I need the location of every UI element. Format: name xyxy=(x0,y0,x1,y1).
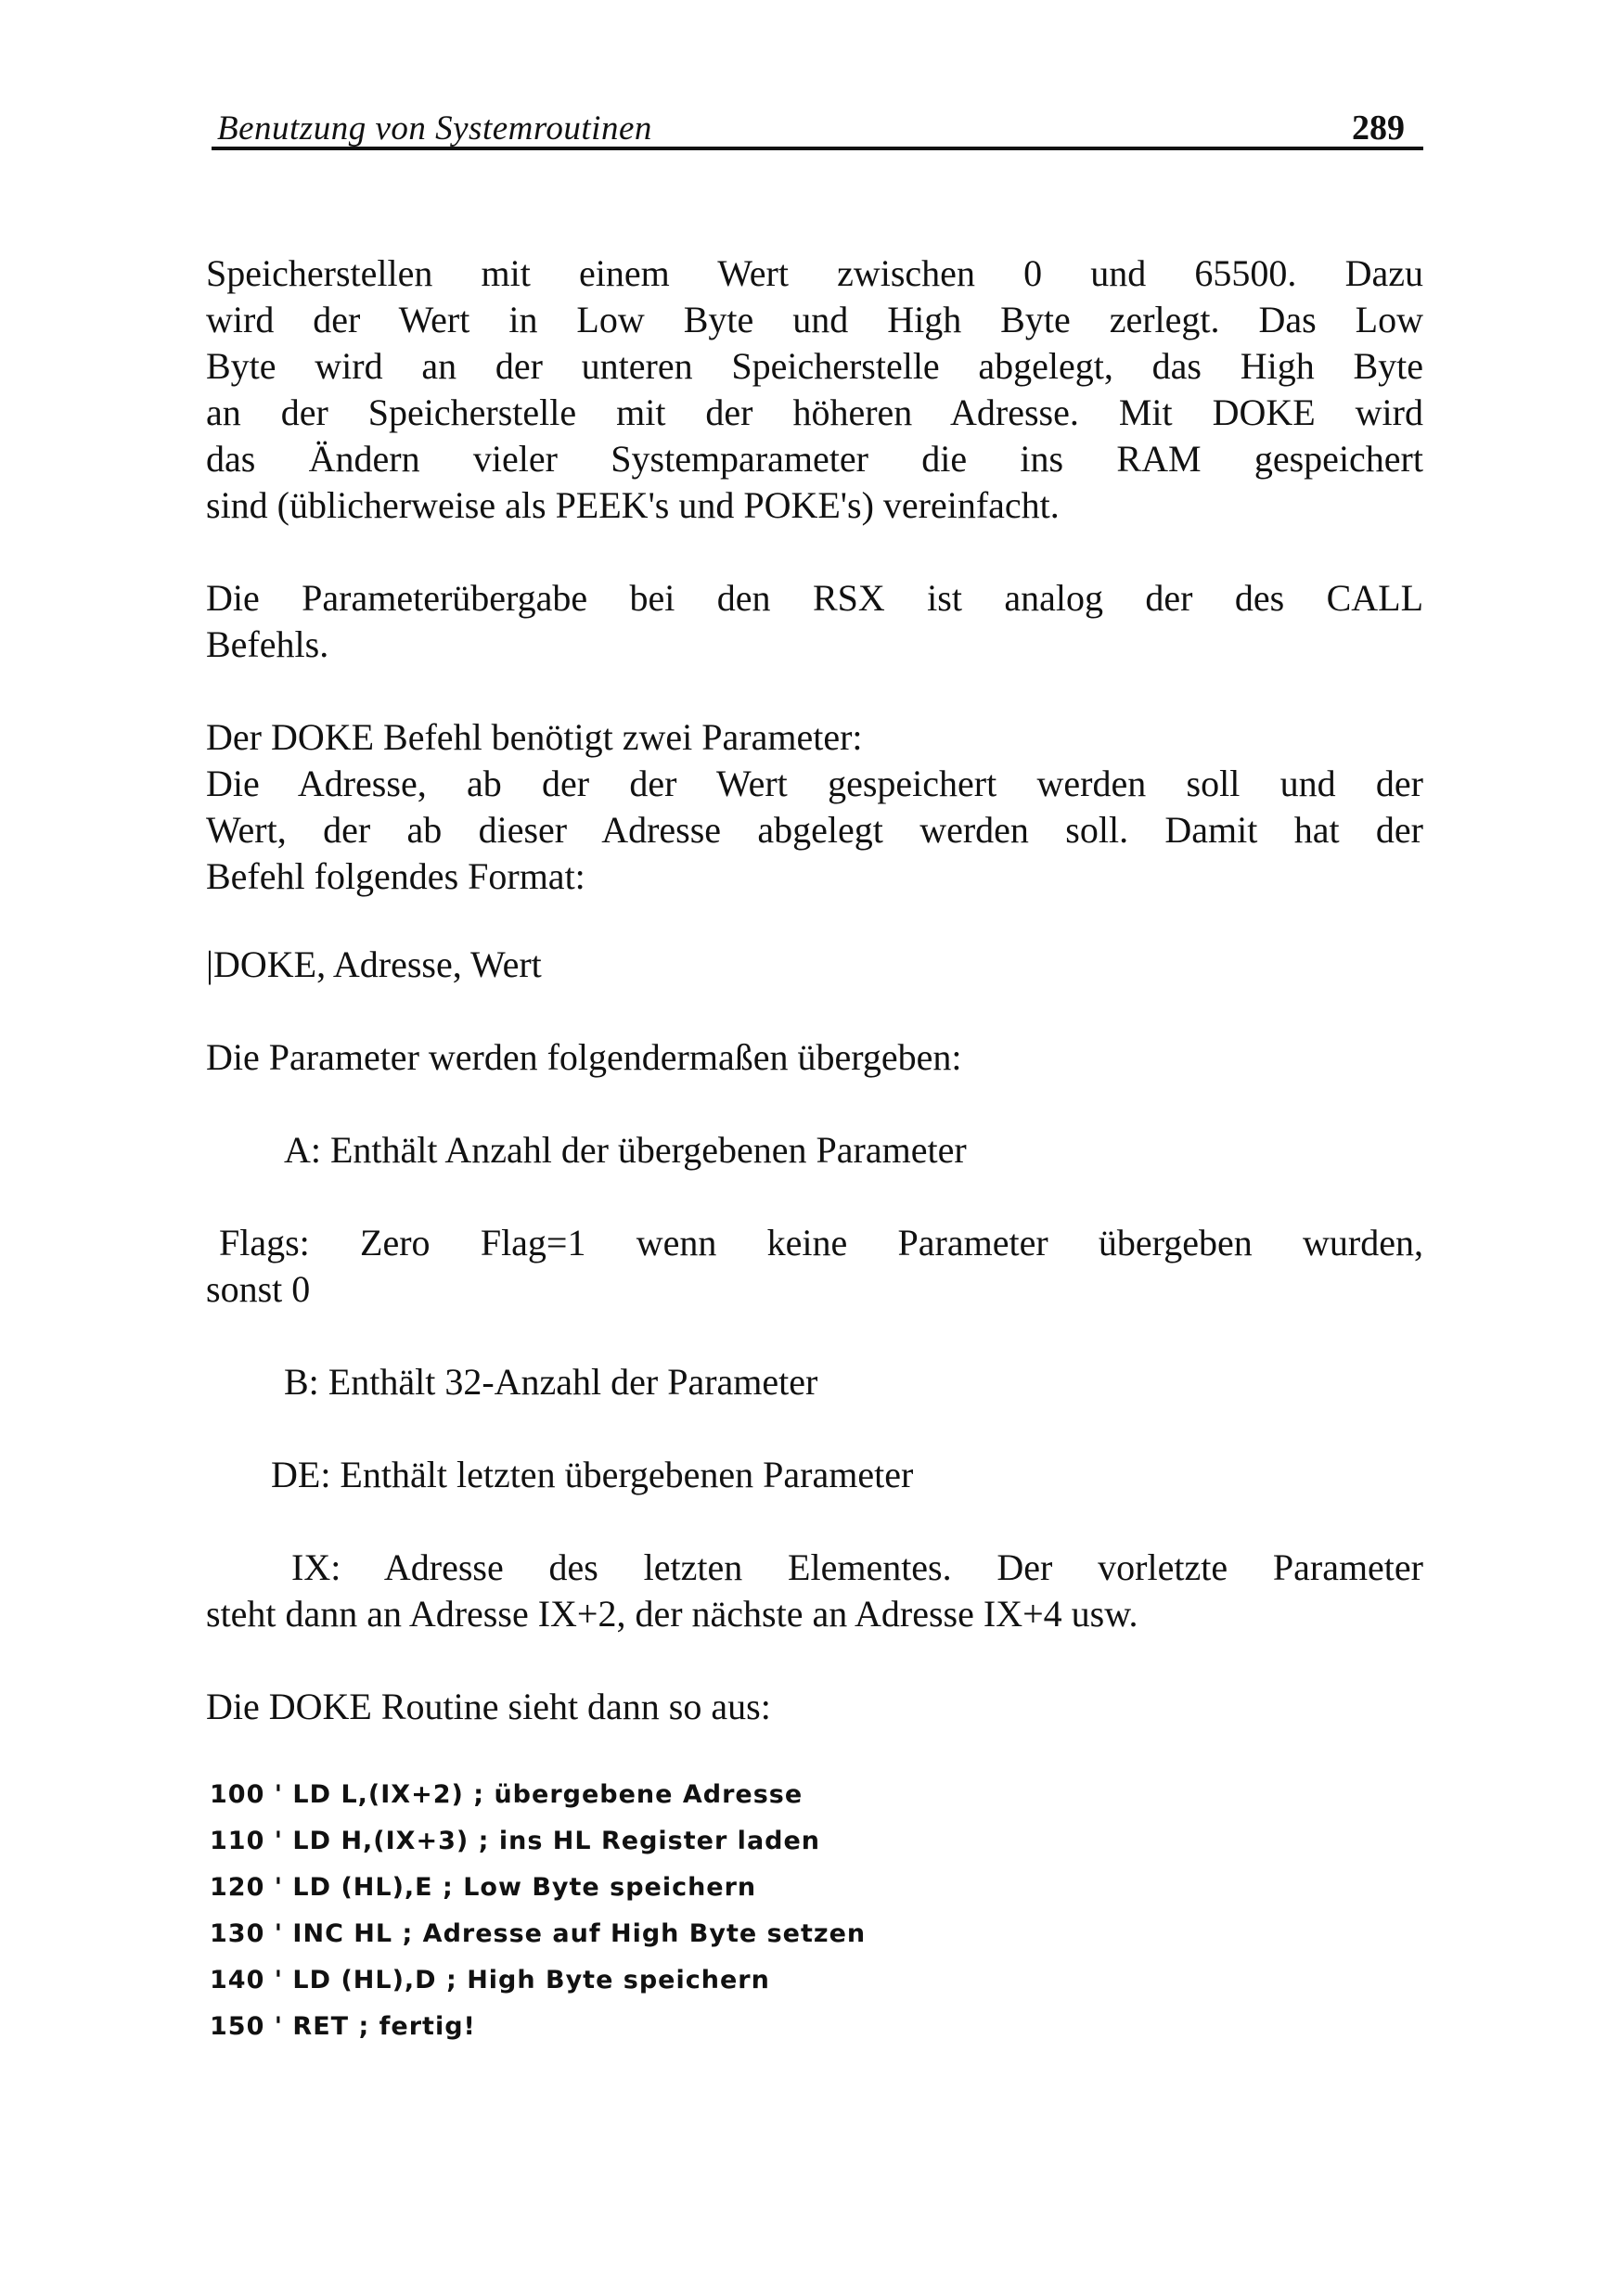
paragraph-2-line: Die Parameterübergabe bei den RSX ist analog der des CALL xyxy=(206,577,1423,619)
paragraph-2-line: Befehls. xyxy=(206,623,329,665)
paragraph-1-line: Speicherstellen mit einem Wert zwischen 0 und 65500. Dazu xyxy=(206,252,1423,294)
paragraph-1-line: an der Speicherstelle mit der höheren Adresse. Mit DOKE wird xyxy=(206,391,1423,433)
paragraph-1-line: sind (üblicherweise als PEEK's und POKE's) vereinfacht. xyxy=(206,484,1060,526)
param-de: DE: Enthält letzten übergebenen Parameter xyxy=(271,1454,914,1495)
code-line: 150 ' RET ; fertig! xyxy=(210,2012,476,2041)
running-header xyxy=(212,102,1423,150)
code-line: 110 ' LD H,(IX+3) ; ins HL Register laden xyxy=(210,1827,821,1855)
param-a: A: Enthält Anzahl der übergebenen Parameter xyxy=(284,1129,967,1171)
params-intro: Die Parameter werden folgendermaßen übergeben: xyxy=(206,1036,962,1078)
param-ix-line: steht dann an Adresse IX+2, der nächste an Adresse IX+4 usw. xyxy=(206,1593,1138,1635)
command-format: |DOKE, Adresse, Wert xyxy=(206,943,542,985)
param-ix-line: IX: Adresse des letzten Elementes. Der vorletzte Parameter xyxy=(291,1546,1423,1588)
paragraph-3-line: Die Adresse, ab der der Wert gespeichert werden soll und der xyxy=(206,763,1423,804)
running-title: Benutzung von Systemroutinen xyxy=(217,109,652,148)
paragraph-1-line: wird der Wert in Low Byte und High Byte zerlegt. Das Low xyxy=(206,299,1423,340)
param-flags-line: Flags: Zero Flag=1 wenn keine Parameter übergeben wurden, xyxy=(219,1222,1423,1263)
code-line: 120 ' LD (HL),E ; Low Byte speichern xyxy=(210,1873,757,1902)
code-line: 140 ' LD (HL),D ; High Byte speichern xyxy=(210,1966,770,1995)
paragraph-3-line: Der DOKE Befehl benötigt zwei Parameter: xyxy=(206,716,863,758)
paragraph-1-line: das Ändern vieler Systemparameter die ins RAM gespeichert xyxy=(206,438,1423,480)
code-line: 130 ' INC HL ; Adresse auf High Byte setzen xyxy=(210,1919,867,1948)
code-line: 100 ' LD L,(IX+2) ; übergebene Adresse xyxy=(210,1780,804,1809)
paragraph-3-line: Befehl folgendes Format: xyxy=(206,855,585,897)
paragraph-1-line: Byte wird an der unteren Speicherstelle abgelegt, das High Byte xyxy=(206,345,1423,387)
param-flags-line: sonst 0 xyxy=(206,1268,311,1310)
paragraph-3-line: Wert, der ab dieser Adresse abgelegt werden soll. Damit hat der xyxy=(206,809,1423,851)
routine-intro: Die DOKE Routine sieht dann so aus: xyxy=(206,1686,771,1727)
param-b: B: Enthält 32-Anzahl der Parameter xyxy=(284,1361,818,1403)
page-number: 289 xyxy=(1352,109,1405,148)
